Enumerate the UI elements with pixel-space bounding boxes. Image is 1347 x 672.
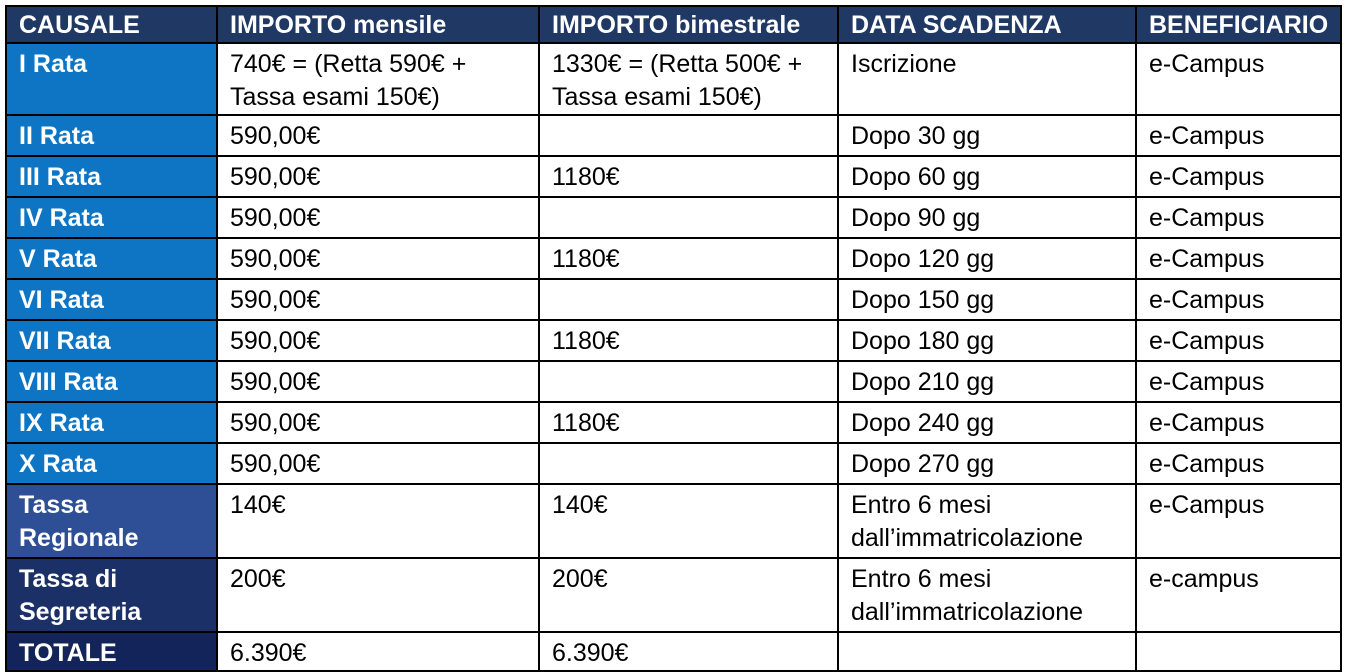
beneficiario-cell (1136, 632, 1341, 671)
causale-cell: Tassa di Segreteria (6, 558, 217, 632)
beneficiario-cell: e-Campus (1136, 402, 1341, 443)
importo-mensile-cell: 590,00€ (217, 115, 539, 156)
table-row (6, 279, 1341, 320)
importo-bimestrale-cell: 1330€ = (Retta 500€ + Tassa esami 150€) (539, 43, 838, 115)
importo-mensile-cell: 590,00€ (217, 156, 539, 197)
header-row (6, 6, 1341, 43)
beneficiario-cell: e-Campus (1136, 320, 1341, 361)
causale-cell: IX Rata (6, 402, 217, 443)
importo-bimestrale-cell: 1180€ (539, 320, 838, 361)
header-causale: CAUSALE (6, 6, 217, 43)
beneficiario-cell: e-Campus (1136, 197, 1341, 238)
data-scadenza-cell (838, 632, 1136, 671)
causale-cell: VIII Rata (6, 361, 217, 402)
table-row (6, 197, 1341, 238)
data-scadenza-cell: Dopo 180 gg (838, 320, 1136, 361)
importo-bimestrale-cell (539, 115, 838, 156)
causale-cell: VI Rata (6, 279, 217, 320)
causale-cell: TOTALE (6, 632, 217, 671)
importo-mensile-cell: 590,00€ (217, 443, 539, 484)
importo-mensile-cell: 590,00€ (217, 320, 539, 361)
importo-bimestrale-cell: 1180€ (539, 402, 838, 443)
causale-cell: Tassa Regionale (6, 484, 217, 558)
data-scadenza-cell: Dopo 120 gg (838, 238, 1136, 279)
header-beneficiario: BENEFICIARIO (1136, 6, 1341, 43)
table-row (6, 443, 1341, 484)
table-row (6, 238, 1341, 279)
importo-mensile-cell: 140€ (217, 484, 539, 558)
importo-bimestrale-cell: 1180€ (539, 156, 838, 197)
importo-mensile-cell: 590,00€ (217, 402, 539, 443)
data-scadenza-cell: Iscrizione (838, 43, 1136, 115)
header-data-scadenza: DATA SCADENZA (838, 6, 1136, 43)
beneficiario-cell: e-Campus (1136, 443, 1341, 484)
data-scadenza-cell: Dopo 270 gg (838, 443, 1136, 484)
causale-cell: III Rata (6, 156, 217, 197)
beneficiario-cell: e-Campus (1136, 361, 1341, 402)
importo-bimestrale-cell (539, 361, 838, 402)
data-scadenza-cell: Dopo 150 gg (838, 279, 1136, 320)
importo-bimestrale-cell (539, 197, 838, 238)
beneficiario-cell: e-Campus (1136, 156, 1341, 197)
payment-schedule-table (5, 5, 1342, 672)
beneficiario-cell: e-Campus (1136, 43, 1341, 115)
data-scadenza-cell: Dopo 210 gg (838, 361, 1136, 402)
importo-bimestrale-cell: 1180€ (539, 238, 838, 279)
importo-mensile-cell: 590,00€ (217, 238, 539, 279)
data-scadenza-cell: Dopo 60 gg (838, 156, 1136, 197)
importo-mensile-cell: 590,00€ (217, 361, 539, 402)
table-row (6, 484, 1341, 558)
table-row (6, 115, 1341, 156)
table-row (6, 320, 1341, 361)
beneficiario-cell: e-Campus (1136, 238, 1341, 279)
header-importo-mensile: IMPORTO mensile (217, 6, 539, 43)
importo-bimestrale-cell: 140€ (539, 484, 838, 558)
importo-mensile-cell: 6.390€ (217, 632, 539, 671)
data-scadenza-cell: Entro 6 mesi dall’immatricolazione (838, 558, 1136, 632)
causale-cell: VII Rata (6, 320, 217, 361)
importo-bimestrale-cell: 6.390€ (539, 632, 838, 671)
data-scadenza-cell: Dopo 90 gg (838, 197, 1136, 238)
beneficiario-cell: e-Campus (1136, 279, 1341, 320)
beneficiario-cell: e-campus (1136, 558, 1341, 632)
causale-cell: X Rata (6, 443, 217, 484)
total-row (6, 632, 1341, 671)
table-row (6, 361, 1341, 402)
table-row (6, 156, 1341, 197)
causale-cell: II Rata (6, 115, 217, 156)
data-scadenza-cell: Dopo 240 gg (838, 402, 1136, 443)
table-row (6, 558, 1341, 632)
causale-cell: IV Rata (6, 197, 217, 238)
importo-bimestrale-cell (539, 279, 838, 320)
header-importo-bimestrale: IMPORTO bimestrale (539, 6, 838, 43)
importo-bimestrale-cell: 200€ (539, 558, 838, 632)
importo-mensile-cell: 200€ (217, 558, 539, 632)
data-scadenza-cell: Dopo 30 gg (838, 115, 1136, 156)
importo-bimestrale-cell (539, 443, 838, 484)
table-row (6, 402, 1341, 443)
causale-cell: I Rata (6, 43, 217, 115)
data-scadenza-cell: Entro 6 mesi dall’immatricolazione (838, 484, 1136, 558)
importo-mensile-cell: 590,00€ (217, 197, 539, 238)
table-row (6, 43, 1341, 115)
importo-mensile-cell: 740€ = (Retta 590€ + Tassa esami 150€) (217, 43, 539, 115)
beneficiario-cell: e-Campus (1136, 115, 1341, 156)
importo-mensile-cell: 590,00€ (217, 279, 539, 320)
beneficiario-cell: e-Campus (1136, 484, 1341, 558)
causale-cell: V Rata (6, 238, 217, 279)
